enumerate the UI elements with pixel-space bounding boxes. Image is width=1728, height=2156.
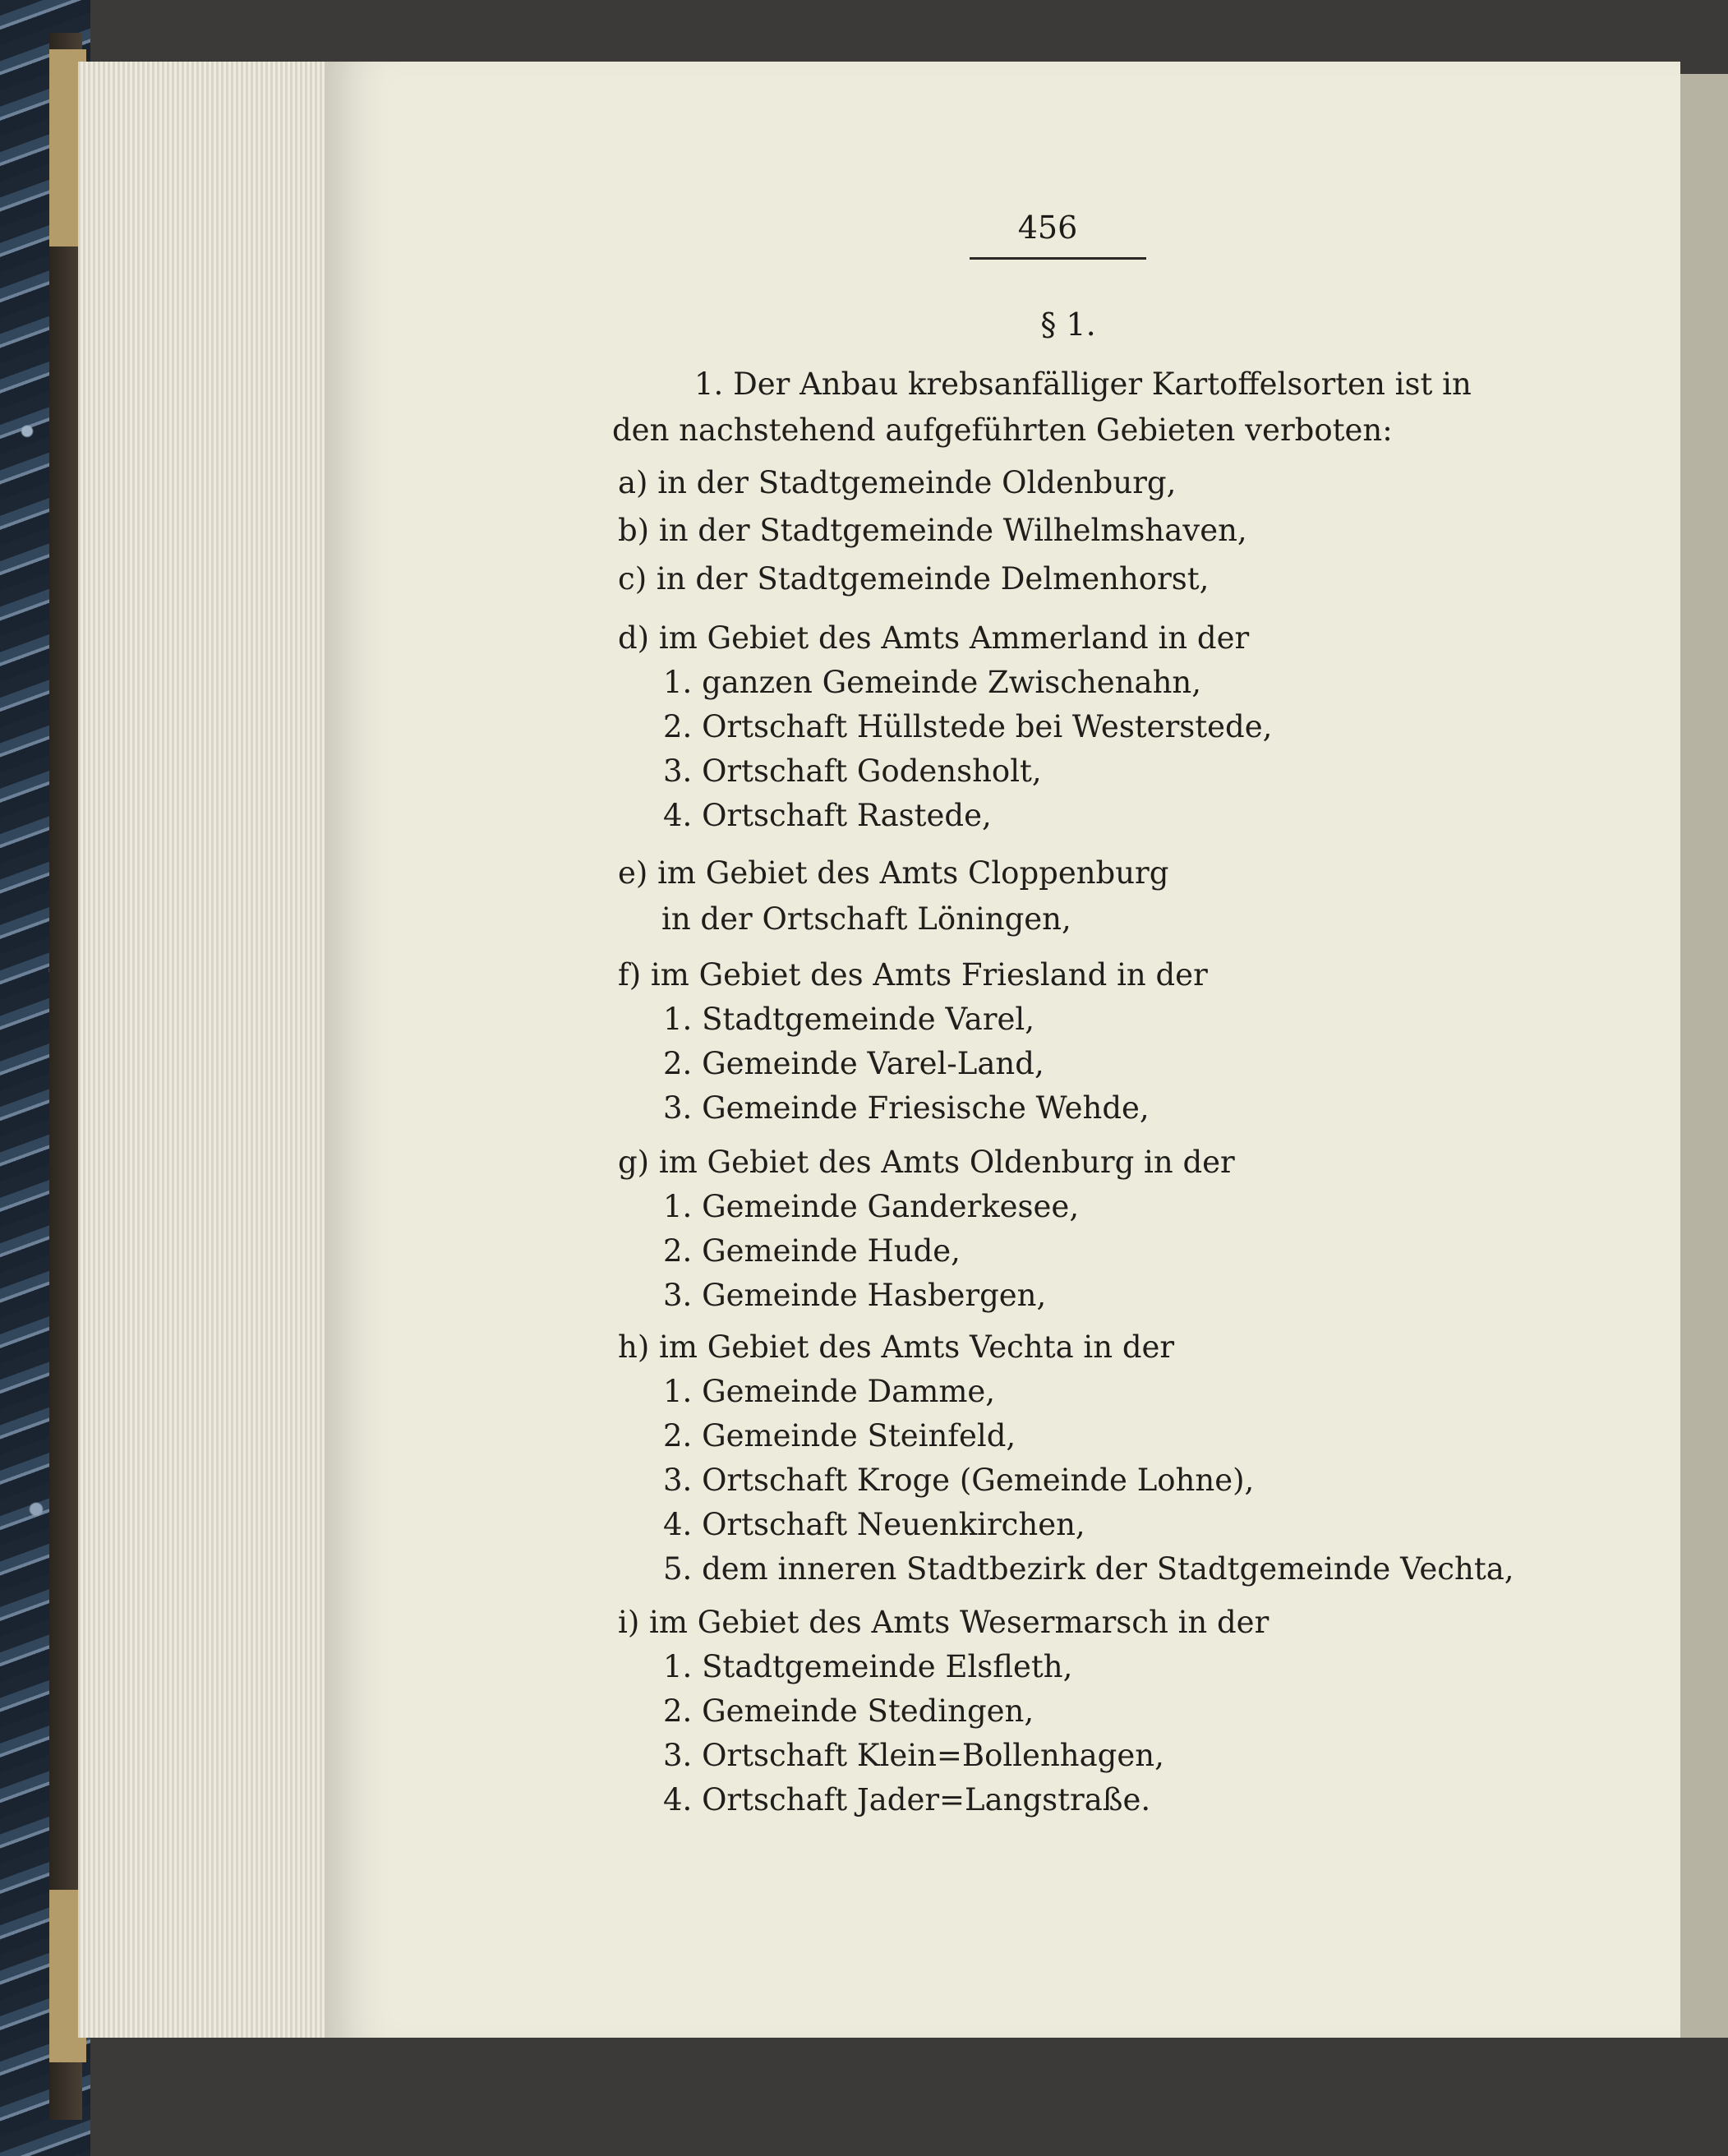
list-item-h [618, 1325, 1522, 1592]
sub-item: 1. Gemeinde Damme, [663, 1374, 996, 1409]
item-head: h) im Gebiet des Amts Vechta in der [618, 1329, 1175, 1365]
sub-item: 1. Stadtgemeinde Elsfleth, [663, 1649, 1073, 1684]
intro-paragraph [612, 362, 1508, 454]
page-number: 456 [1017, 210, 1078, 246]
sub-item: 4. Ortschaft Jader=Langstraße. [663, 1782, 1151, 1817]
sub-item: 1. Gemeinde Ganderkesee, [663, 1189, 1080, 1224]
sub-item: 4. Ortschaft Rastede, [663, 798, 992, 833]
sub-item: 4. Ortschaft Neuenkirchen, [663, 1507, 1085, 1542]
sub-item: 3. Ortschaft Godensholt, [663, 753, 1042, 789]
sub-item: 3. Ortschaft Kroge (Gemeinde Lohne), [663, 1463, 1255, 1498]
sub-item: 3. Gemeinde Hasbergen, [663, 1278, 1047, 1313]
intro-line-1: 1. Der Anbau krebsanfälliger Kartoffelsorten ist in [694, 366, 1472, 402]
list-item-e [618, 850, 1522, 942]
page-number-rule [970, 257, 1146, 260]
item-head: d) im Gebiet des Amts Ammerland in der [618, 620, 1250, 656]
item-head: f) im Gebiet des Amts Friesland in der [618, 957, 1208, 993]
sub-item: in der Ortschaft Löningen, [661, 901, 1071, 937]
item-head: b) in der Stadtgemeinde Wilhelmshaven, [618, 513, 1247, 548]
item-head: a) in der Stadtgemeinde Oldenburg, [618, 465, 1177, 500]
sub-item: 5. dem inneren Stadtbezirk der Stadtgemeinde Vechta, [663, 1551, 1514, 1587]
item-head: i) im Gebiet des Amts Wesermarsch in der [618, 1605, 1270, 1640]
list-item-f [618, 953, 1522, 1131]
facing-page-edge [1680, 74, 1728, 2038]
item-head: g) im Gebiet des Amts Oldenburg in der [618, 1145, 1235, 1180]
list-item-c [618, 556, 1522, 602]
sub-item: 3. Gemeinde Friesische Wehde, [663, 1090, 1150, 1126]
item-head: c) in der Stadtgemeinde Delmenhorst, [618, 561, 1210, 597]
list-item-i [618, 1601, 1522, 1822]
sub-item: 1. Stadtgemeinde Varel, [663, 1002, 1035, 1037]
section-heading: § 1. [1040, 306, 1096, 343]
sub-item: 2. Gemeinde Varel-Land, [663, 1046, 1044, 1081]
sub-item: 2. Gemeinde Steinfeld, [663, 1418, 1016, 1453]
intro-line-2: den nachstehend aufgeführten Gebieten verboten: [612, 412, 1393, 448]
sub-item: 1. ganzen Gemeinde Zwischenahn, [663, 665, 1202, 700]
sub-item: 2. Gemeinde Hude, [663, 1233, 961, 1269]
page-block-edges [78, 62, 325, 2038]
sub-item: 2. Gemeinde Stedingen, [663, 1693, 1034, 1729]
list-item-a [618, 460, 1522, 506]
list-item-g [618, 1140, 1522, 1318]
list-item-b [618, 508, 1522, 554]
sub-item: 3. Ortschaft Klein=Bollenhagen, [663, 1738, 1164, 1773]
sub-item: 2. Ortschaft Hüllstede bei Westerstede, [663, 709, 1273, 744]
item-head: e) im Gebiet des Amts Cloppenburg [618, 855, 1169, 891]
spine-edge [49, 33, 82, 2120]
list-item-d [618, 616, 1522, 838]
